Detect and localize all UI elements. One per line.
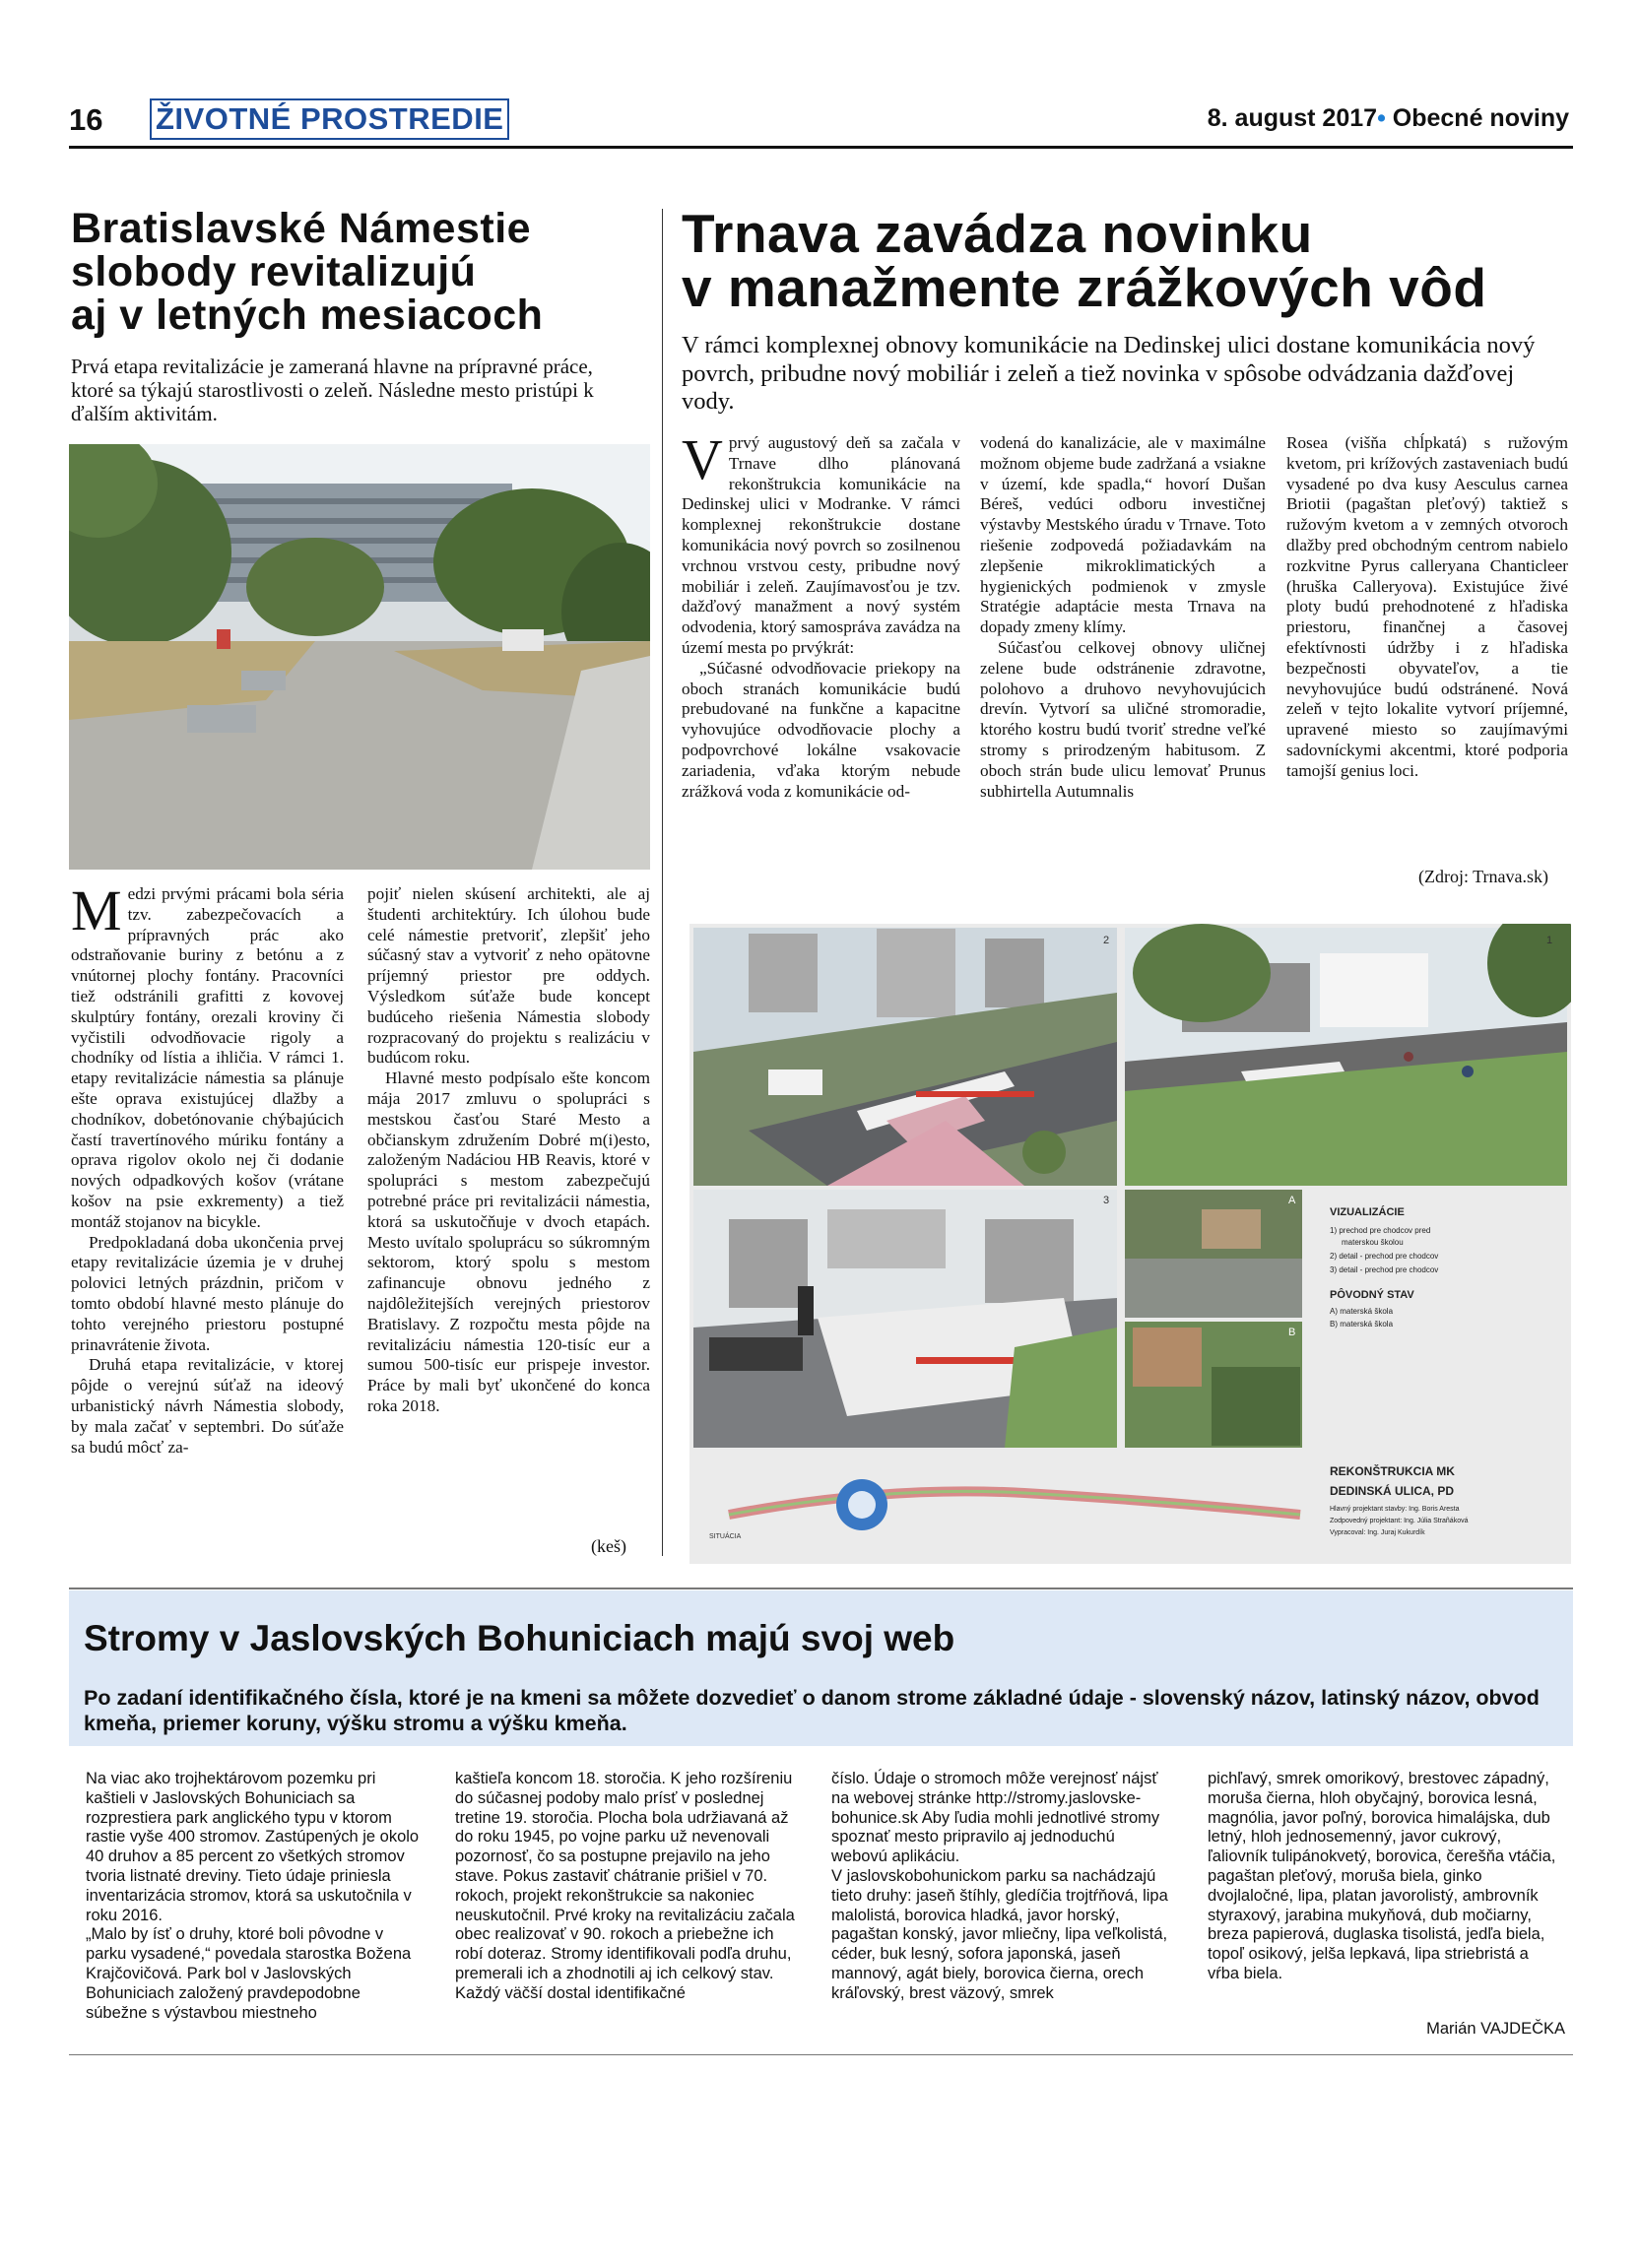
headline-left: [71, 207, 623, 337]
paragraph: Na viac ako trojhektárovom pozemku pri kaštieli v Jaslovských Bohuniciach sa rozprestiera park anglického typu v ktorom rastie vyše 400 stromov. Zastúpených je okolo 40 druhov a 85 percent zo všetkých stromov tvoria listnaté dreviny. Tieto údaje priniesla inventarizácia stromov, ktorá sa uskutočnila v roku 2016.: [86, 1770, 420, 1924]
publication-name: Obecné noviny: [1392, 104, 1569, 132]
headline-line: Bratislavské Námestie: [71, 205, 532, 252]
lead-right: V rámci komplexnej obnovy komunikácie na Dedinskej ulici dostane komunikácia nový povrch, pribudne nový mobiliár i zeleň a tiež novinka v spôsobe odvádzania dažďovej vody.: [682, 332, 1536, 415]
paragraph: V jaslovskobohunickom parku sa nachádzajú tieto druhy: jaseň štíhly, gledíčia trojtŕňová, lipa malolistá, borovica hladká, javor horský, pagaštan konský, javor mliečny, lipa veľkolistá, céder, buk lesný, sofora japonská, jaseň mannový, agát biely, borovica čierna, orech kráľovský, brest väzový, smrek: [831, 1866, 1168, 2002]
box-title: Stromy v Jaslovských Bohuniciach majú svoj web: [84, 1618, 955, 1658]
paragraph: Predpokladaná doba ukončenia prvej etapy revitalizácie územia je v druhej polovici letných prázdnin, pričom v tomto období hlavné mesto plánuje do tohto verejného priestoru postupné prinavrátenie života.: [71, 1232, 344, 1354]
paragraph: Druhá etapa revitalizácie, v ktorej pôjde o verejnú súťaž na ideový urbanistický návrh Námestia slobody, by mala začať v septembri. Do súťaže sa budú môcť za-: [71, 1355, 344, 1457]
credit-right: (Zdroj: Trnava.sk): [1418, 867, 1548, 886]
project-credit: Hlavný projektant stavby: Ing. Boris Aresta: [1330, 1506, 1460, 1513]
headline-line: aj v letných mesiacoch: [71, 292, 544, 339]
page-number: 16: [69, 102, 103, 137]
separator-dot: •: [1377, 104, 1386, 132]
legend-item: 1) prechod pre chodcov pred: [1330, 1226, 1431, 1235]
box-column-3: [831, 1770, 1171, 2004]
plan-label: SITUÁCIA: [709, 1533, 742, 1540]
column-left-2: [367, 884, 650, 1417]
paragraph: vodená do kanalizácie, ale v maximálne možnom objeme bude zadržaná a vsiakne v území, kde spadla,“ hovorí Dušan Béreš, vedúci odboru investičnej výstavby Mestského úradu v Trnave. Toto riešenie zodpovedá požiadavkám na zlepšenie mikroklimatických a hygienických podmienok v zmysle Stratégie adaptácie mesta Trnava na dopady zmeny klímy.: [980, 433, 1266, 637]
box-top-rule: [69, 1588, 1573, 1589]
author-byline: Marián VAJDEČKA: [1426, 2020, 1565, 2038]
state-item: B) materská škola: [1330, 1320, 1394, 1328]
project-title: DEDINSKÁ ULICA, PD: [1330, 1484, 1455, 1498]
legend-title: VIZUALIZÁCIE: [1330, 1206, 1405, 1218]
section-label: ŽIVOTNÉ PROSTREDIE: [150, 98, 509, 140]
paragraph: Rosea (višňa chĺpkatá) s ružovým kvetom, pri krížových zastaveniach budú vysadené po dva kusy Aesculus carnea Briotii (pagaštan pleťový) taktiež s ružovým kvetom a v zemných otvoroch dlažby pred obchodným centrom nabielo rozkvitne Pyrus calleryana Chanticleer (hruška Calleryova). Existujúce živé ploty budú prehodnotené z hľadiska priestoru, finančnej a časovej efektívnosti údržby i z hľadiska bezpečnosti obyvateľov, a tie nevyhovujúce budú odstránené. Nová zeleň v tejto lokalite vytvorí príjemné, upravené miesto so zaujímavými sadovníckymi akcentmi, ktoré podporia tamojší genius loci.: [1286, 433, 1568, 780]
headline-line: Trnava zavádza novinku: [682, 203, 1313, 264]
tag-label: 1: [1546, 935, 1553, 946]
drop-cap: V: [682, 427, 723, 491]
legend-item: materskou školou: [1342, 1238, 1404, 1247]
photo-original-state-b: [1125, 1322, 1302, 1448]
tag-label: 3: [1103, 1195, 1110, 1206]
headline-line: v manažmente zrážkových vôd: [682, 257, 1487, 318]
project-credit: Zodpovedný projektant: Ing. Júlia Strañáková: [1330, 1518, 1469, 1524]
issue-date: 8. august 2017: [1207, 104, 1378, 132]
paragraph: Súčasťou celkovej obnovy uličnej zelene bude odstránenie zdravotne, polohovo a druhovo nevyhovujúcich drevín. Vytvorí sa uličné stromoradie, ktorého kostru budú tvoriť stredne veľké stromy s prirodzeným habitusom. Z oboch strán bude ulicu lemovať Prunus subhirtella Autumnalis: [980, 637, 1266, 801]
paragraph: číslo. Údaje o stromoch môže verejnosť nájsť na webovej stránke http://stromy.jaslovske-bohunice.sk Aby ľudia mohli jednotlivé stromy spoznať mesto pripravilo aj jednoduchú webovú aplikáciu.: [831, 1770, 1160, 1866]
paragraph: prvý augustový deň sa začala v Trnave dlho plánovaná rekonštrukcia komunikácie na Dedinskej ulici v Modranke. V rámci komplexnej rekonštrukcie dostane komunikácia nový povrch so zosilnenou vrchnou vrstvou cesty, pribudne nový mobiliár i zeleň. Zaujímavosťou je tzv. dažďový manažment a nový systém odvodenia, ktorý samospráva zavádza na území mesta po prvýkrát:: [682, 433, 960, 657]
headline-line: slobody revitalizujú: [71, 248, 477, 295]
issue-info: [1208, 104, 1569, 133]
tag-label: A: [1288, 1195, 1296, 1206]
tag-label: 2: [1103, 935, 1110, 946]
paragraph: pichľavý, smrek omorikový, brestovec západný, moruša čierna, hloh obyčajný, borovica lesná, magnólia, javor poľný, borovica himalájska, dub letný, hloh jednosemenný, javor cukrový, ľaliovník tulipánokvetý, borovica, čerešňa vtáčia, pagaštan pleťový, moruša biela, ginko dvojlaločné, lipa, platan javorolistý, ambrovník styraxový, jarabina mukyňová, dub močiarny, breza papierová, duglaska tisolistá, jedľa biela, topoľ osikový, jelša lepkavá, lipa striebristá a vŕba biela.: [1208, 1770, 1556, 1982]
visualization-panel: [689, 924, 1571, 1564]
render-crosswalk-1: [693, 928, 1117, 1186]
state-title: PÔVODNÝ STAV: [1330, 1289, 1414, 1301]
column-left-1: [71, 878, 344, 1458]
column-right-1: [682, 427, 960, 802]
column-divider: [662, 209, 663, 1556]
credit-left: (keš): [591, 1536, 626, 1556]
render-crosswalk-2: [1125, 924, 1571, 1186]
box-bottom-rule: [69, 2054, 1573, 2055]
box-column-4: [1208, 1770, 1557, 1984]
state-item: A) materská škola: [1330, 1307, 1394, 1316]
project-credit: Vypracoval: Ing. Juraj Kukurdík: [1330, 1529, 1425, 1536]
box-column-2: [455, 1770, 795, 2004]
paragraph: edzi prvými prácami bola séria tzv. zabezpečovacích a prípravných prác ako odstraňovanie buriny z betónu a z vnútornej plochy fontány. Pracovníci tiež odstránili grafitti z kovovej skulptúry fontány, orezali kroviny či vyčistili odvodňovacie rigoly a chodníky od lístia a ihličia. V rámci 1. etapy revitalizácie námestia sa plánuje ešte oprava existujúcej dlažby a chodníkov, dobetónovanie chýbajúcich častí travertínového múriku fontány a oprava rigolov okolo nej či dodanie nových odpadkových košov (vrátane košov na psie exkrementy) a tiež montáž stojanov na bicykle.: [71, 884, 344, 1231]
photo-original-state-a: [1125, 1190, 1302, 1318]
paragraph: kaštieľa koncom 18. storočia. K jeho rozšíreniu do súčasnej podoby malo prísť v poslednej tretine 19. storočia. Plocha bola udržiavaná až do roku 1945, po vojne parku už nevenovali pozornosť, čo sa postupne prejavilo na jeho stave. Pokus zastaviť chátranie prišiel v 70. rokoch, projekt rekonštrukcie sa nakoniec neuskutočnil. Prvé kroky na revitalizáciu začala obec realizovať v 90. rokoch a priebežne ich robí doteraz. Stromy identifikovali podľa druhu, premerali ich a zhodnotili aj ich celkový stav. Každý väčší dostal identifikačné: [455, 1770, 795, 2002]
square-photo: [69, 444, 650, 870]
lead-left: Prvá etapa revitalizácie je zameraná hlavne na prípravné práce, ktoré sa týkajú starostlivosti o zeleň. Následne mesto pristúpi k ďalším aktivitám.: [71, 355, 594, 425]
header-rule: [69, 146, 1573, 149]
render-crosswalk-3: [693, 1190, 1117, 1448]
box-column-1: [86, 1770, 426, 2023]
column-right-3: [1286, 433, 1568, 782]
legend-item: 2) detail - prechod pre chodcov: [1330, 1252, 1439, 1261]
box-lead: Po zadaní identifikačného čísla, ktoré je na kmeni sa môžete dozvedieť o danom strome základné údaje - slovenský názov, latinský názov, obvod kmeňa, priemer koruny, výšku stromu a výšku kmeňa.: [84, 1686, 1540, 1735]
project-title: REKONŠTRUKCIA MK: [1330, 1464, 1455, 1478]
tag-label: B: [1288, 1327, 1296, 1338]
paragraph: „Súčasné odvodňovacie priekopy na oboch stranách komunikácie budú prebudované na funkčne a kapacitne vyhovujúce odvodňovacie plochy a podpovrchové lokálne vsakovacie zariadenia, vďaka ktorým nebude zrážková voda z komunikácie od-: [682, 658, 960, 801]
paragraph: Hlavné mesto podpísalo ešte koncom mája 2017 zmluvu o spolupráci s mestskou časťou Staré Mesto a občianskym združením Dobré m(i)esto, založeným Nadáciou HB Reavis, ktoré v spolupráci s mestom zabezpečujú potrebné práce pri revitalizácii námestia, ktorá sa uskutočňuje v dvoch etapách. Mesto uvítalo spoluprácu so súkromným sektorom, ktorý spolu s mestom zafinancuje obnovu jedného z najdôležitejších verejných priestorov Bratislavy. Z rozpočtu mesta pôjde na revitalizáciu námestia 120-tisíc eur a sumou 500-tisíc eur prispeje investor. Práce by mali byť ukončené do konca roka 2018.: [367, 1069, 650, 1415]
drop-cap: M: [71, 878, 122, 942]
paragraph: pojiť nielen skúsení architekti, ale aj študenti architektúry. Ich úlohou bude celé námestie pretvoriť, zlepšiť jeho súčasný stav a vytvoriť z neho opätovne príjemný priestor pre oddych. Výsledkom súťaže bude koncept budúceho riešenia Námestia slobody rozpracovaný do projektu s realizáciu v budúcom roku.: [367, 884, 650, 1068]
headline-right: [682, 203, 1568, 318]
column-right-2: [980, 433, 1266, 802]
paragraph: „Malo by ísť o druhy, ktoré boli pôvodne v parku vysadené,“ povedala starostka Božena Krajčovičová. Park bol v Jaslovských Bohuniciach založený pravdepodobne súbežne s výstavbou miestneho: [86, 1925, 412, 2022]
legend-item: 3) detail - prechod pre chodcov: [1330, 1265, 1439, 1274]
